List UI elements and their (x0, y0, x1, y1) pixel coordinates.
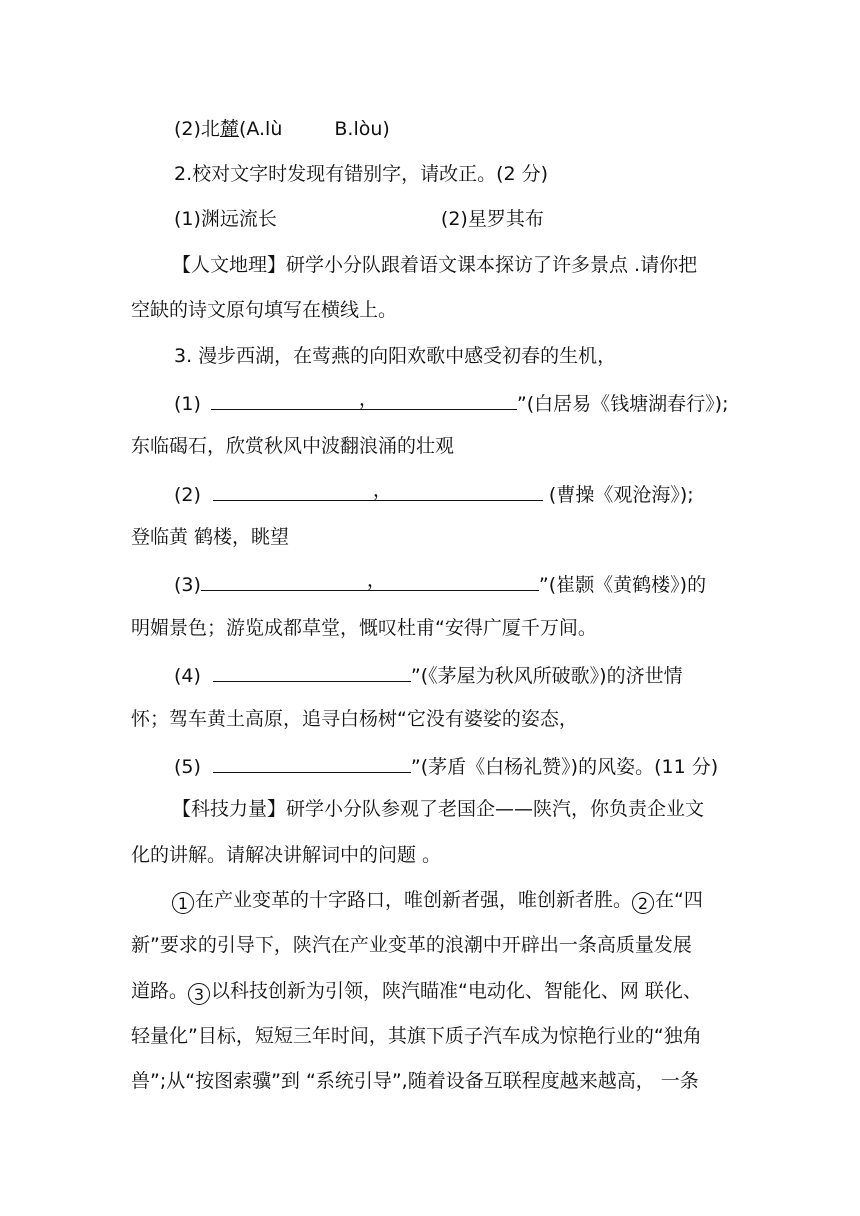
q3-blank-1-number: (1) (174, 393, 201, 415)
q3-blank-4-source: ”(《茅屋为秋风所破歌》)的济世情 (410, 665, 683, 687)
q3-blank-2-number: (2) (174, 484, 201, 506)
q3-blank-3-source: ”(崔颢《黄鹤楼》)的 (538, 574, 707, 596)
passage-line: 轻量化”目标，短短三年时间，其旗下质子汽车成为惊艳行业的“独角 (131, 1025, 702, 1047)
q3-blank-2[interactable]: ， (213, 480, 543, 501)
q3-blank-4-number: (4) (174, 665, 201, 687)
q2-items (174, 207, 544, 231)
q3-blank-5-source: ”(茅盾《白杨礼赞》)的风姿。(11 分) (410, 756, 719, 778)
q3-blank-5-number: (5) (174, 756, 201, 778)
q3-text-line: 明媚景色；游览成都草堂，慨叹杜甫“安得广厦千万间。 (131, 617, 597, 639)
circled-number-2: 2 (632, 892, 654, 914)
q1-item-2 (174, 117, 390, 141)
q2-item-2: (2)星罗其布 (440, 208, 544, 230)
section-tech-power: 【科技力量】研学小分队参观了老国企——陕汽，你负责企业文 (172, 798, 705, 820)
q2-item-1: (1)渊远流长 (174, 208, 277, 230)
q1-item-2-label: (2)北 (174, 118, 220, 140)
q3-blank-5-line (174, 752, 718, 779)
q3-stem: 3. 漫步西湖，在莺燕的向阳欢歌中感受初春的生机， (174, 345, 617, 367)
section-humanities-geography-cont: 空缺的诗文原句填写在横线上。 (131, 299, 398, 321)
q3-text-line: 怀；驾车黄土高原，追寻白杨树“它没有婆娑的姿态， (131, 708, 578, 730)
q3-blank-5[interactable] (213, 752, 411, 773)
passage-line: 兽”;从“按图索骥”到 “系统引导”,随着设备互联程度越来越高， 一条 (131, 1070, 699, 1092)
q1-option-a: (A.lù (238, 118, 283, 140)
q3-blank-3-line (174, 570, 706, 597)
passage-line: 道路。 3 以科技创新为引领，陕汽瞄准“电动化、智能化、网 联化、 (131, 980, 702, 1004)
q3-blank-1-line (174, 389, 729, 416)
q2-stem: 2.校对文字时发现有错别字，请改正。(2 分) (174, 163, 549, 185)
q3-blank-3[interactable]: ， (201, 570, 539, 591)
circled-number-1: 1 (172, 892, 194, 914)
q3-blank-1[interactable]: ， (211, 389, 517, 410)
circled-number-3: 3 (188, 983, 210, 1005)
section-tech-power-cont: 化的讲解。请解决讲解词中的问题 。 (131, 844, 442, 866)
q1-option-b: B.lòu) (334, 118, 390, 140)
q3-blank-2-line (174, 480, 694, 507)
passage-line: 1 在产业变革的十字路口，唯创新者强，唯创新者胜。 2 在“四 (172, 888, 703, 914)
section-humanities-geography: 【人文地理】研学小分队跟着语文课本探访了许多景点 .请你把 (172, 254, 698, 276)
q3-text-line: 登临黄 鹤楼，眺望 (131, 526, 290, 548)
q3-blank-4[interactable] (213, 661, 411, 682)
q3-text-line: 东临碣石，欣赏秋风中波翻浪涌的壮观 (131, 435, 455, 457)
passage-line: 新”要求的引导下，陕汽在产业变革的浪潮中开辟出一条高质量发展 (131, 934, 692, 956)
q3-blank-4-line (174, 661, 683, 688)
q1-item-2-underlined-char: 麓 (219, 118, 239, 140)
q3-blank-3-number: (3) (174, 574, 201, 596)
q3-blank-2-source: (曹操《观沧海》); (548, 484, 694, 506)
q3-blank-1-source: ”(白居易《钱塘湖春行》); (516, 393, 729, 415)
